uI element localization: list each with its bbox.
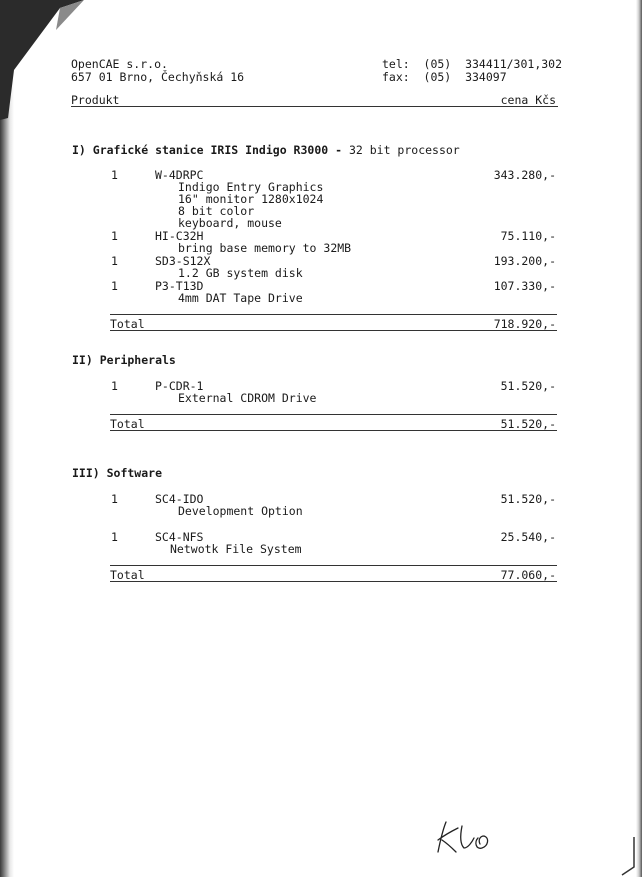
item-desc: 1.2 GB system disk (178, 266, 303, 280)
total-label: Total (110, 317, 145, 331)
item-qty: 1 (111, 279, 118, 293)
item-desc: Netwotk File System (170, 542, 302, 556)
bottom-right-curl (618, 837, 638, 877)
scan-right-edge (636, 0, 642, 877)
total-value: 51.520,- (500, 417, 556, 431)
item-code: W-4DRPC (155, 168, 204, 182)
telephone: tel: (05) 334411/301,302 (382, 57, 563, 71)
item-desc: 4mm DAT Tape Drive (178, 291, 303, 305)
total-underline (110, 581, 557, 582)
item-desc: Development Option (178, 504, 303, 518)
total-underline (110, 430, 557, 431)
item-qty: 1 (111, 379, 118, 393)
item-qty: 1 (111, 530, 118, 544)
item-desc: 8 bit color (178, 204, 255, 218)
item-desc: bring base memory to 32MB (178, 241, 352, 255)
item-desc: External CDROM Drive (178, 391, 317, 405)
item-qty: 1 (111, 492, 118, 506)
item-price: 51.520,- (500, 492, 556, 506)
total-rule (110, 314, 557, 315)
item-price: 107.330,- (493, 279, 556, 293)
item-code: HI-C32H (155, 229, 204, 243)
item-code: SC4-IDO (155, 492, 204, 506)
header-rule (71, 106, 558, 107)
handwritten-signature (432, 818, 522, 858)
item-desc: Indigo Entry Graphics (178, 180, 324, 194)
item-desc: 16" monitor 1280x1024 (178, 192, 324, 206)
total-label: Total (110, 568, 145, 582)
fax: fax: (05) 334097 (382, 70, 507, 84)
total-rule (110, 565, 557, 566)
item-code: SC4-NFS (155, 530, 204, 544)
column-product: Produkt (71, 93, 120, 107)
section-1-title (72, 143, 460, 157)
total-rule (110, 414, 557, 415)
total-value: 77.060,- (500, 568, 556, 582)
item-qty: 1 (111, 229, 118, 243)
scan-left-edge (0, 0, 14, 877)
item-desc: keyboard, mouse (178, 216, 282, 230)
total-label: Total (110, 417, 145, 431)
item-price: 343.280,- (493, 168, 556, 182)
section-2-title: II) Peripherals (72, 353, 176, 367)
company-address: 657 01 Brno, Čechyňská 16 (71, 70, 245, 84)
item-price: 51.520,- (500, 379, 556, 393)
company-name: OpenCAE s.r.o. (71, 57, 168, 71)
item-code: SD3-S12X (155, 254, 211, 268)
item-code: P3-T13D (155, 279, 204, 293)
item-price: 25.540,- (500, 530, 556, 544)
item-code: P-CDR-1 (155, 379, 204, 393)
item-qty: 1 (111, 254, 118, 268)
item-qty: 1 (111, 168, 118, 182)
item-price: 193.200,- (493, 254, 556, 268)
total-value: 718.920,- (493, 317, 556, 331)
column-price: cena Kčs (500, 93, 556, 107)
section-1-title-rest: 32 bit processor (342, 143, 460, 157)
total-underline (110, 330, 557, 331)
item-price: 75.110,- (500, 229, 556, 243)
section-1-title-bold: I) Grafické stanice IRIS Indigo R3000 - (72, 143, 343, 157)
section-3-title: III) Software (72, 466, 163, 480)
